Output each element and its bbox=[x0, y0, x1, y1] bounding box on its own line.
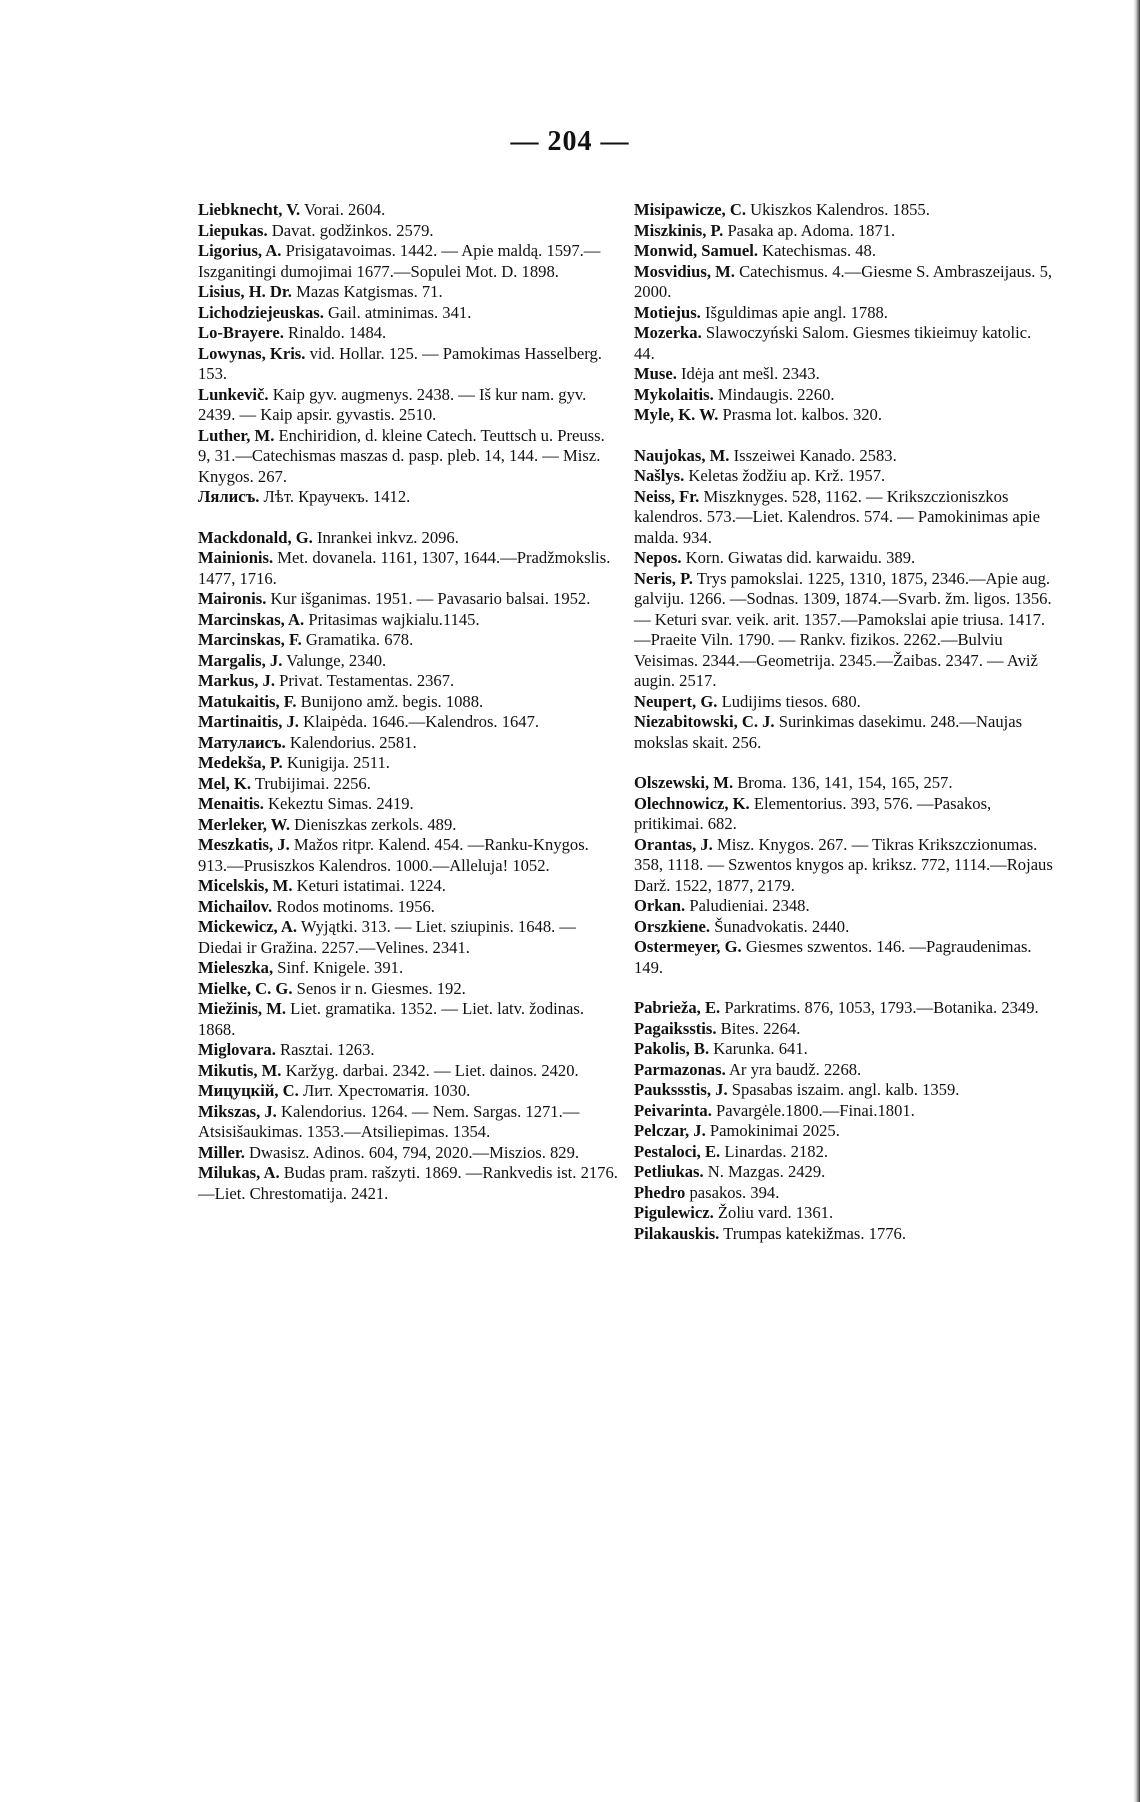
entry-author: Marcinskas, A. bbox=[198, 609, 305, 629]
index-entry bbox=[634, 405, 1054, 426]
entry-author: Matukaitis, F. bbox=[198, 691, 297, 711]
index-entry bbox=[198, 487, 620, 508]
index-entry bbox=[634, 1224, 1054, 1245]
entry-titles: Pamokinimai 2025. bbox=[705, 1121, 840, 1140]
entry-titles: Slawoczyński Salom. Giesmes tikieimuy katolic. 44. bbox=[634, 323, 1032, 363]
entry-titles: Senos ir n. Giesmes. 192. bbox=[292, 978, 466, 998]
index-entry bbox=[198, 344, 620, 385]
entry-author: Lowynas, Kris. bbox=[198, 343, 306, 363]
entry-author: Motiejus. bbox=[634, 302, 701, 322]
index-entry bbox=[634, 1060, 1054, 1081]
entry-author: Miglovara. bbox=[198, 1040, 276, 1059]
entry-titles: Rinaldo. 1484. bbox=[283, 323, 387, 342]
index-entry bbox=[198, 1061, 620, 1082]
entry-titles: Keturi istatimai. 1224. bbox=[292, 876, 446, 895]
index-entry bbox=[634, 487, 1054, 549]
entry-author: Phedro bbox=[634, 1182, 686, 1202]
entry-titles: Misz. Knygos. 267. — Tikras Krikszczionumas. 358, 1118. — Szwentos knygos ap. kriksz. 772, 1114.—Rojaus Darž. 1522, 1877, 2179. bbox=[634, 834, 1053, 895]
index-entry bbox=[634, 1080, 1054, 1101]
entry-author: Meszkatis, J. bbox=[198, 835, 290, 854]
index-entry bbox=[198, 385, 620, 426]
entry-author: Markus, J. bbox=[198, 671, 275, 690]
entry-titles: Miszknyges. 528, 1162. — Krikszczioniszkos kalendros. 573.—Liet. Kalendros. 574. — Pamokinimas apie malda. 934. bbox=[634, 486, 1041, 547]
index-entry bbox=[198, 712, 620, 733]
entry-author: Micelskis, M. bbox=[198, 876, 293, 895]
index-entry bbox=[198, 692, 620, 713]
entry-author: Miller. bbox=[198, 1142, 245, 1162]
index-entry bbox=[634, 1019, 1054, 1040]
page-edge-shadow bbox=[1133, 0, 1140, 1802]
entry-titles: Kalendorius. 2581. bbox=[285, 732, 417, 752]
index-entry bbox=[198, 610, 620, 631]
entry-titles: Šunadvokatis. 2440. bbox=[710, 916, 850, 936]
entry-author: Lichodziejeuskas. bbox=[198, 302, 324, 322]
entry-titles: Karunka. 641. bbox=[709, 1039, 808, 1058]
entry-author: Monwid, Samuel. bbox=[634, 241, 759, 260]
entry-titles: vid. Hollar. 125. — Pamokimas Hasselberg. 153. bbox=[198, 343, 602, 383]
entry-titles: Surinkimas dasekimu. 248.—Naujas mokslas skait. 256. bbox=[634, 712, 1023, 752]
entry-author: Neiss, Fr. bbox=[634, 486, 700, 506]
index-entry bbox=[198, 733, 620, 754]
entry-titles: Kur išganimas. 1951. — Pavasario balsai. 1952. bbox=[266, 589, 591, 608]
entry-author: Lisius, H. Dr. bbox=[198, 282, 292, 301]
index-entry bbox=[198, 241, 620, 282]
entry-author: Olszewski, M. bbox=[634, 773, 734, 792]
entry-author: Pestaloci, E. bbox=[634, 1141, 721, 1161]
entry-titles: Isszeiwei Kanado. 2583. bbox=[729, 445, 897, 465]
entry-author: Naujokas, M. bbox=[634, 445, 730, 465]
page-number: — 204 — bbox=[510, 126, 630, 157]
entry-author: Ostermeyer, G. bbox=[634, 937, 742, 956]
entry-titles: Rodos motinoms. 1956. bbox=[272, 896, 435, 916]
index-entry bbox=[198, 323, 620, 344]
entry-author: Milukas, A. bbox=[198, 1163, 280, 1182]
entry-author: Liebknecht, V. bbox=[198, 200, 301, 219]
entry-titles: Budas pram. rašzyti. 1869. —Rankvedis ist. 2176.—Liet. Chrestomatija. 2421. bbox=[198, 1163, 618, 1203]
entry-author: Neupert, G. bbox=[634, 691, 718, 711]
entry-titles: Prasma lot. kalbos. 320. bbox=[718, 405, 882, 424]
entry-titles: Išguldimas apie angl. 1788. bbox=[700, 302, 888, 322]
entry-author: Лялисъ. bbox=[198, 487, 260, 506]
entry-author: Lunkevič. bbox=[198, 384, 269, 404]
index-entry bbox=[198, 774, 620, 795]
entry-titles: Liet. gramatika. 1352. — Liet. latv. žodinas. 1868. bbox=[198, 999, 585, 1039]
entry-titles: Dieniszkas zerkols. 489. bbox=[290, 814, 457, 834]
index-entry bbox=[634, 1121, 1054, 1142]
index-entry bbox=[634, 446, 1054, 467]
index-entry bbox=[634, 385, 1054, 406]
entry-author: Luther, M. bbox=[198, 425, 275, 445]
index-entry bbox=[198, 958, 620, 979]
entry-titles: Ukiszkos Kalendros. 1855. bbox=[745, 200, 930, 219]
index-entry bbox=[634, 1142, 1054, 1163]
index-entry bbox=[634, 241, 1054, 262]
entry-author: Orszkiene. bbox=[634, 916, 711, 936]
entry-author: Menaitis. bbox=[198, 794, 264, 813]
entry-titles: Davat. godžinkos. 2579. bbox=[267, 220, 434, 240]
entry-titles: Catechismus. 4.—Giesme S. Ambraszeijaus. 5, 2000. bbox=[634, 261, 1053, 301]
left-index-column bbox=[198, 200, 620, 1204]
entry-titles: Лѣт. Краучекъ. 1412. bbox=[259, 487, 411, 506]
entry-author: Michailov. bbox=[198, 896, 273, 916]
entry-titles: Giesmes szwentos. 146. —Pagraudenimas. 149. bbox=[634, 937, 1032, 977]
index-entry bbox=[198, 897, 620, 918]
index-entry bbox=[634, 364, 1054, 385]
entry-titles: Korn. Giwatas did. karwaidu. 389. bbox=[681, 548, 916, 567]
index-entry bbox=[198, 426, 620, 488]
entry-author: Muse. bbox=[634, 364, 677, 383]
entry-titles: Mindaugis. 2260. bbox=[713, 384, 835, 404]
entry-author: Pilakauskis. bbox=[634, 1223, 720, 1243]
entry-titles: Elementorius. 393, 576. —Pasakos, pritikimai. 682. bbox=[634, 793, 992, 833]
index-entry bbox=[634, 794, 1054, 835]
index-entry bbox=[198, 815, 620, 836]
entry-author: Mielke, C. G. bbox=[198, 978, 293, 998]
entry-titles: Ar yra baudž. 2268. bbox=[725, 1059, 862, 1079]
entry-titles: Kekeztu Simas. 2419. bbox=[263, 794, 414, 813]
index-entry bbox=[634, 998, 1054, 1019]
entry-author: Niezabitowski, C. J. bbox=[634, 712, 775, 731]
index-entry bbox=[198, 221, 620, 242]
index-entry bbox=[634, 917, 1054, 938]
entry-titles: Enchiridion, d. kleine Catech. Teuttsch u. Preuss. 9, 31.—Catechismas maszas d. pasp. pleb. 14, 144. — Misz. Knygos. 267. bbox=[198, 425, 605, 486]
index-entry bbox=[198, 200, 620, 221]
index-entry bbox=[634, 1183, 1054, 1204]
entry-author: Mieleszka, bbox=[198, 958, 274, 977]
entry-titles: Broma. 136, 141, 154, 165, 257. bbox=[733, 773, 953, 792]
entry-titles: Valunge, 2340. bbox=[282, 650, 387, 670]
entry-titles: Mazas Katgismas. 71. bbox=[291, 282, 443, 301]
entry-titles: Gramatika. 678. bbox=[301, 630, 414, 649]
index-entry bbox=[198, 1163, 620, 1204]
index-entry bbox=[634, 1039, 1054, 1060]
entry-titles: Pritasimas wajkialu.1145. bbox=[304, 609, 480, 629]
index-entry bbox=[634, 1203, 1054, 1224]
entry-author: Neris, P. bbox=[634, 568, 693, 588]
entry-author: Mykolaitis. bbox=[634, 384, 714, 404]
entry-titles: Privat. Testamentas. 2367. bbox=[274, 671, 455, 690]
entry-titles: Mažos ritpr. Kalend. 454. —Ranku-Knygos. 913.—Prusiszkos Kalendros. 1000.—Alleluja! 1052. bbox=[198, 835, 589, 875]
entry-titles: Inrankei inkvz. 2096. bbox=[312, 527, 459, 547]
entry-titles: Spasabas iszaim. angl. kalb. 1359. bbox=[727, 1080, 960, 1099]
index-entry bbox=[634, 692, 1054, 713]
index-entry bbox=[634, 712, 1054, 753]
index-entry bbox=[634, 323, 1054, 364]
index-entry bbox=[198, 528, 620, 549]
index-entry bbox=[198, 999, 620, 1040]
index-entry bbox=[634, 937, 1054, 978]
index-entry bbox=[198, 794, 620, 815]
entry-titles: N. Mazgas. 2429. bbox=[703, 1162, 826, 1181]
entry-author: Marcinskas, F. bbox=[198, 630, 302, 649]
index-entry bbox=[198, 548, 620, 589]
entry-author: Pelczar, J. bbox=[634, 1121, 706, 1140]
entry-author: Mackdonald, G. bbox=[198, 527, 313, 547]
entry-author: Miežinis, M. bbox=[198, 999, 287, 1018]
entry-author: Мицуцкій, С. bbox=[198, 1081, 299, 1100]
index-entry bbox=[198, 589, 620, 610]
index-entry bbox=[634, 466, 1054, 487]
entry-author: Petliukas. bbox=[634, 1162, 704, 1181]
entry-author: Maironis. bbox=[198, 589, 267, 608]
index-entry bbox=[198, 282, 620, 303]
entry-author: Myle, K. W. bbox=[634, 405, 719, 424]
index-entry bbox=[198, 876, 620, 897]
index-entry bbox=[198, 1040, 620, 1061]
entry-titles: Idėja ant mešl. 2343. bbox=[676, 364, 820, 383]
entry-titles: Ludijims tiesos. 680. bbox=[717, 691, 861, 711]
entry-author: Orantas, J. bbox=[634, 834, 713, 854]
index-entry bbox=[634, 548, 1054, 569]
index-entry bbox=[634, 262, 1054, 303]
entry-author: Pigulewicz. bbox=[634, 1203, 714, 1222]
entry-titles: Kunigija. 2511. bbox=[282, 753, 390, 772]
entry-author: Mosvidius, M. bbox=[634, 261, 735, 281]
index-entry bbox=[634, 835, 1054, 897]
index-entry bbox=[634, 1162, 1054, 1183]
entry-author: Mainionis. bbox=[198, 548, 274, 567]
entry-author: Mozerka. bbox=[634, 323, 702, 342]
index-entry bbox=[198, 979, 620, 1000]
entry-titles: Vorai. 2604. bbox=[300, 200, 386, 219]
entry-titles: Prisigatavoimas. 1442. — Apie maldą. 1597.—Iszganitingi dumojimai 1677.—Sopulei Mot. D. 1898. bbox=[198, 241, 601, 281]
entry-titles: Trumpas katekižmas. 1776. bbox=[719, 1223, 906, 1243]
index-entry bbox=[198, 303, 620, 324]
entry-titles: Klaipėda. 1646.—Kalendros. 1647. bbox=[298, 712, 540, 731]
entry-titles: Bites. 2264. bbox=[716, 1018, 801, 1038]
entry-titles: Karžyg. darbai. 2342. — Liet. dainos. 2420. bbox=[281, 1060, 579, 1080]
index-entry bbox=[634, 569, 1054, 692]
index-entry bbox=[198, 671, 620, 692]
entry-titles: Bunijono amž. begis. 1088. bbox=[296, 691, 484, 711]
entry-author: Paukssstis, J. bbox=[634, 1080, 728, 1099]
entry-titles: Paludieniai. 2348. bbox=[685, 896, 810, 915]
index-entry bbox=[634, 200, 1054, 221]
entry-author: Margalis, J. bbox=[198, 650, 283, 670]
entry-author: Mel, K. bbox=[198, 773, 251, 793]
index-entry bbox=[198, 651, 620, 672]
index-entry bbox=[634, 221, 1054, 242]
entry-author: Pabrieža, E. bbox=[634, 998, 721, 1017]
entry-author: Misipawicze, C. bbox=[634, 200, 746, 219]
entry-author: Našlys. bbox=[634, 466, 685, 485]
index-entry bbox=[634, 1101, 1054, 1122]
entry-titles: Linardas. 2182. bbox=[720, 1141, 829, 1161]
entry-titles: Gail. atminimas. 341. bbox=[323, 302, 472, 322]
entry-author: Pagaiksstis. bbox=[634, 1018, 717, 1038]
index-entry bbox=[198, 917, 620, 958]
entry-author: Mickewicz, A. bbox=[198, 917, 298, 936]
index-entry bbox=[634, 773, 1054, 794]
entry-titles: Pasaka ap. Adoma. 1871. bbox=[723, 220, 896, 240]
entry-author: Liepukas. bbox=[198, 220, 268, 240]
entry-titles: pasakos. 394. bbox=[685, 1182, 780, 1202]
entry-titles: Žoliu vard. 1361. bbox=[713, 1203, 834, 1222]
entry-author: Medekša, P. bbox=[198, 753, 283, 772]
entry-author: Pakolis, B. bbox=[634, 1039, 710, 1058]
index-entry bbox=[634, 896, 1054, 917]
entry-titles: Trubijimai. 2256. bbox=[251, 773, 371, 793]
entry-author: Miszkinis, P. bbox=[634, 220, 724, 240]
index-entry bbox=[198, 1102, 620, 1143]
entry-author: Lo-Brayere. bbox=[198, 323, 284, 342]
entry-titles: Kalendorius. 1264. — Nem. Sargas. 1271.—Atsisišaukimas. 1353.—Atsiliepimas. 1354. bbox=[198, 1101, 580, 1141]
index-entry bbox=[198, 835, 620, 876]
entry-titles: Rasztai. 1263. bbox=[275, 1040, 375, 1059]
entry-titles: Kaip gyv. augmenys. 2438. — Iš kur nam. gyv. 2439. — Kaip apsir. gyvastis. 2510. bbox=[198, 384, 587, 424]
entry-titles: Keletas žodžiu ap. Krž. 1957. bbox=[684, 466, 886, 485]
entry-author: Ligorius, A. bbox=[198, 241, 282, 260]
entry-author: Orkan. bbox=[634, 896, 686, 915]
entry-titles: Met. dovanela. 1161, 1307, 1644.—Pradžmokslis. 1477, 1716. bbox=[198, 548, 611, 588]
entry-author: Mikszas, J. bbox=[198, 1101, 277, 1121]
index-entry bbox=[198, 630, 620, 651]
entry-author: Матулаисъ. bbox=[198, 732, 286, 752]
entry-author: Nepos. bbox=[634, 548, 682, 567]
entry-titles: Wyjątki. 313. — Liet. sziupinis. 1648. — Diedai ir Gražina. 2257.—Velines. 2341. bbox=[198, 917, 577, 957]
entry-author: Merleker, W. bbox=[198, 814, 291, 834]
entry-author: Peivarinta. bbox=[634, 1100, 712, 1120]
entry-titles: Katechismas. 48. bbox=[758, 241, 876, 260]
index-entry bbox=[198, 753, 620, 774]
right-index-column bbox=[634, 200, 1054, 1244]
entry-titles: Trys pamokslai. 1225, 1310, 1875, 2346.—Apie aug. galviju. 1266. —Sodnas. 1309, 1874.—Svarb. žm. ligos. 1356. — Keturi svar. veik. arit. 1357.—Pamokslai apie triusa. 1417.—Praeite Viln. 1790. — Rankv. fizikos. 2262.—Bulviu Veisimas. 2344.—Geometrija. 2345.—Žaibas. 2347. — Aviž augin. 2517. bbox=[634, 568, 1052, 690]
entry-author: Mikutis, M. bbox=[198, 1060, 282, 1080]
entry-titles: Dwasisz. Adinos. 604, 794, 2020.—Miszios. 829. bbox=[244, 1142, 580, 1162]
index-entry bbox=[634, 303, 1054, 324]
entry-author: Martinaitis, J. bbox=[198, 712, 299, 731]
index-entry bbox=[198, 1081, 620, 1102]
entry-author: Olechnowicz, K. bbox=[634, 793, 750, 813]
index-entry bbox=[198, 1143, 620, 1164]
entry-titles: Pavargėle.1800.—Finai.1801. bbox=[711, 1100, 915, 1120]
entry-titles: Parkratims. 876, 1053, 1793.—Botanika. 2349. bbox=[720, 998, 1039, 1017]
entry-titles: Sinf. Knigele. 391. bbox=[273, 958, 404, 977]
entry-titles: Лит. Хрестоматія. 1030. bbox=[298, 1081, 471, 1100]
entry-author: Parmazonas. bbox=[634, 1059, 726, 1079]
